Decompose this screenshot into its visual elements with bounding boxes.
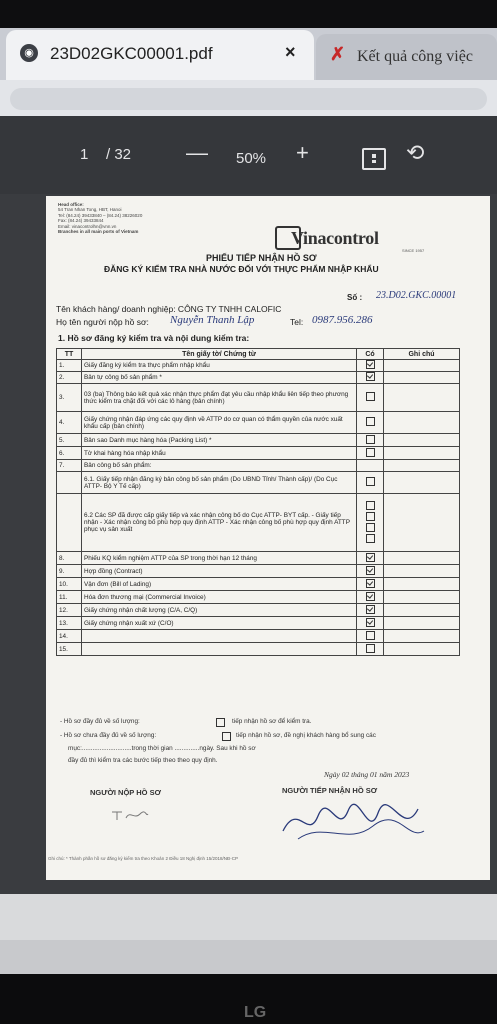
checkbox-cell [357, 630, 384, 643]
document-subtitle: ĐĂNG KÝ KIỂM TRA NHÀ NƯỚC ĐỐI VỚI THỰC PHẨM NHẬP KHẨU [104, 264, 379, 274]
row-name: 03 (ba) Thông báo kết quả xác nhận thực phẩm đạt yêu cầu nhập khẩu liên tiếp theo phương thức kiểm tra chặt đối với các lô hàng (bản chính) [82, 384, 357, 412]
checkbox-cell [357, 617, 384, 630]
zoom-level[interactable]: 50% [236, 150, 267, 167]
date-line: Ngày 02 tháng 01 năm 2023 [324, 770, 410, 779]
head-office-line: Tel: (84.24) 39433840 – (84.24) 38226020 [58, 212, 143, 218]
page-total: / 32 [106, 146, 132, 163]
table-row [57, 591, 460, 604]
head-office-line: Fax: (84.24) 39433844 [58, 218, 104, 224]
customer-line: Tên khách hàng/ doanh nghiệp: CÔNG TY TNHH CALOFIC [56, 304, 282, 314]
table-row [57, 434, 460, 447]
note-line-2b: tiếp nhận hồ sơ, đề nghị khách hàng bổ sung các [236, 732, 376, 739]
empty-box-icon [366, 477, 375, 486]
row-tt: 2. [57, 372, 82, 384]
submitter-label: Họ tên người nộp hồ sơ: [56, 317, 149, 327]
table-header-row [57, 349, 460, 360]
signature-left-label: NGƯỜI NỘP HỒ SƠ [90, 788, 161, 797]
checkbox-cell [357, 434, 384, 447]
note-line-3: mục:............................trong thời gian ..............ngày. Sau khi hồ sơ [68, 745, 256, 752]
submitter-value: Nguyễn Thanh Lập [170, 314, 255, 326]
section-heading: 1. Hồ sơ đăng ký kiểm tra và nội dung kiểm tra: [58, 333, 250, 343]
note-line-1b: tiếp nhận hồ sơ để kiểm tra. [232, 718, 312, 725]
table-row [57, 360, 460, 372]
row-name: Hợp đồng (Contract) [82, 565, 357, 578]
row-name: Phiếu KQ kiểm nghiệm ATTP của SP trong thời hạn 12 tháng [82, 552, 357, 565]
head-office-line: 54 Tran Nhan Tong, HBT, Hanoi [58, 207, 122, 213]
row-name: 6.2 Các SP đã được cấp giấy tiếp và xác nhận công bố do Cục ATTP- BYT cấp. - Giấy tiếp nhận - Xác nhận công bố phù hợp quy định ATTP - Xác nhận công bố phù hợp quy định ATTP phục vụ sản xuất [82, 494, 357, 552]
checkbox-cell [357, 578, 384, 591]
row-tt: 1. [57, 360, 82, 372]
fit-page-icon[interactable] [362, 148, 386, 170]
row-tt: 6. [57, 447, 82, 460]
taskbar [0, 940, 497, 974]
row-tt: 12. [57, 604, 82, 617]
checkbox-cell [357, 360, 384, 372]
note-line-4: đầy đủ thì kiểm tra các bước tiếp theo theo quy định. [68, 757, 218, 764]
row-name: Vận đơn (Bill of Lading) [82, 578, 357, 591]
page-number-input[interactable]: 1 [80, 146, 89, 163]
empty-box-icon [366, 448, 375, 457]
checkbox-cell [357, 447, 384, 460]
row-name: Giấy đăng ký kiểm tra thực phẩm nhập khẩu [82, 360, 357, 372]
table-row [57, 472, 460, 494]
checkbox-cell [357, 591, 384, 604]
checked-box-icon [366, 566, 375, 575]
empty-box-icon [366, 501, 375, 510]
empty-box-icon [366, 435, 375, 444]
row-tt: 15. [57, 643, 82, 656]
empty-box-icon [222, 732, 231, 741]
empty-box-icon [366, 631, 375, 640]
zoom-out-button[interactable]: — [186, 140, 208, 165]
checkbox-cell [357, 604, 384, 617]
row-tt: 4. [57, 412, 82, 434]
empty-box-icon [366, 392, 375, 401]
row-tt: 5. [57, 434, 82, 447]
checked-box-icon [366, 618, 375, 627]
company-logo: Vinacontrol [291, 228, 379, 248]
empty-box-icon [366, 523, 375, 532]
head-office-line: Branches in all main ports of Vietnam [58, 229, 139, 235]
tab-close-button[interactable]: × [285, 42, 296, 62]
table-row [57, 460, 460, 472]
row-tt: 14. [57, 630, 82, 643]
table-row [57, 412, 460, 434]
table-header: Có [357, 349, 384, 360]
table-row [57, 384, 460, 412]
row-name: Bản công bố sản phẩm: [82, 460, 357, 472]
row-tt: 3. [57, 384, 82, 412]
row-tt: 13. [57, 617, 82, 630]
row-name: Giấy chứng nhận xuất xứ (C/O) [82, 617, 357, 630]
empty-box-icon [366, 534, 375, 543]
so-value: 23.D02.GKC.00001 [376, 290, 457, 301]
tab-inactive-title[interactable]: Kết quả công việc [357, 48, 473, 65]
document-title: PHIẾU TIẾP NHẬN HỒ SƠ [206, 253, 317, 263]
row-name: Hóa đơn thương mại (Commercial Invoice) [82, 591, 357, 604]
table-row [57, 552, 460, 565]
table-row [57, 604, 460, 617]
head-office-line: Email: vinacontrolhn@vnn.vn [58, 223, 117, 229]
checkbox-cell [357, 494, 384, 552]
note-line-1: - Hồ sơ đầy đủ về số lượng: [60, 718, 140, 725]
handwritten-initials [110, 808, 150, 822]
zoom-in-button[interactable]: + [296, 140, 309, 165]
tel-label: Tel: [290, 317, 304, 327]
note-line-2: - Hồ sơ chưa đầy đủ về số lượng: [60, 732, 157, 739]
row-name: 6.1. Giấy tiếp nhận đăng ký bản công bố sản phẩm (Do UBND Tỉnh/ Thành cấp)/ (Do Cục ATTP- Bộ Y Tế cấp) [82, 472, 357, 494]
monitor-brand-logo: LG [244, 1004, 267, 1021]
checked-box-icon [366, 605, 375, 614]
footnote: Ghi chú: * Thành phần hồ sơ đăng ký kiểm tra theo Khoản 2 Điều 18 Nghị định 15/2018/NĐ-CP [48, 856, 238, 861]
task-icon: ✗ [330, 44, 346, 64]
empty-box-icon [366, 644, 375, 653]
empty-box-icon [366, 417, 375, 426]
empty-box-icon [216, 718, 225, 727]
row-name: Giấy chứng nhận chất lượng (C/A, C/Q) [82, 604, 357, 617]
table-row [57, 372, 460, 384]
checkbox-cell [357, 372, 384, 384]
tel-value: 0987.956.286 [312, 314, 373, 326]
checkbox-cell [357, 552, 384, 565]
table-row [57, 630, 460, 643]
checked-box-icon [366, 592, 375, 601]
empty-box-icon [366, 512, 375, 521]
signature-right-label: NGƯỜI TIẾP NHẬN HỒ SƠ [282, 786, 378, 795]
table-header: TT [57, 349, 82, 360]
table-header: Ghi chú [384, 349, 460, 360]
document-table [56, 348, 460, 656]
logo-subtitle: SINCE 1957 [402, 248, 425, 253]
row-tt: 11. [57, 591, 82, 604]
checkbox-cell [357, 472, 384, 494]
checked-box-icon [366, 372, 375, 381]
tab-title[interactable]: 23D02GKC00001.pdf [50, 44, 213, 63]
table-row [57, 578, 460, 591]
checked-box-icon [366, 360, 375, 369]
row-name: Bản tự công bố sản phẩm * [82, 372, 357, 384]
rotate-icon[interactable]: ⟲ [406, 140, 425, 165]
row-tt: 7. [57, 460, 82, 472]
checked-box-icon [366, 553, 375, 562]
row-name: Giấy chứng nhận đáp ứng các quy định về ATTP do cơ quan có thẩm quyền của nước xuất khẩu cấp (bản chính) [82, 412, 357, 434]
table-row [57, 494, 460, 552]
head-office-block [58, 202, 188, 234]
checkbox-cell [357, 643, 384, 656]
table-row [57, 565, 460, 578]
address-bar[interactable] [10, 88, 487, 110]
checked-box-icon [366, 579, 375, 588]
checkbox-cell [357, 384, 384, 412]
row-name: Tờ khai hàng hóa nhập khẩu [82, 447, 357, 460]
pdf-file-icon: ◉ [20, 44, 38, 62]
pdf-page [46, 196, 490, 880]
table-header: Tên giấy tờ/ Chứng từ [82, 349, 357, 360]
table-row [57, 617, 460, 630]
so-label: Số : [347, 293, 363, 302]
row-tt: 10. [57, 578, 82, 591]
checkbox-cell [357, 412, 384, 434]
table-row [57, 447, 460, 460]
head-office-line: Head office: [58, 202, 84, 207]
row-name: Bản sao Danh mục hàng hóa (Packing List) * [82, 434, 357, 447]
handwritten-signature [278, 791, 428, 851]
monitor-top-bezel [0, 0, 497, 28]
checkbox-cell [357, 565, 384, 578]
row-tt: 9. [57, 565, 82, 578]
row-tt: 8. [57, 552, 82, 565]
table-row [57, 643, 460, 656]
